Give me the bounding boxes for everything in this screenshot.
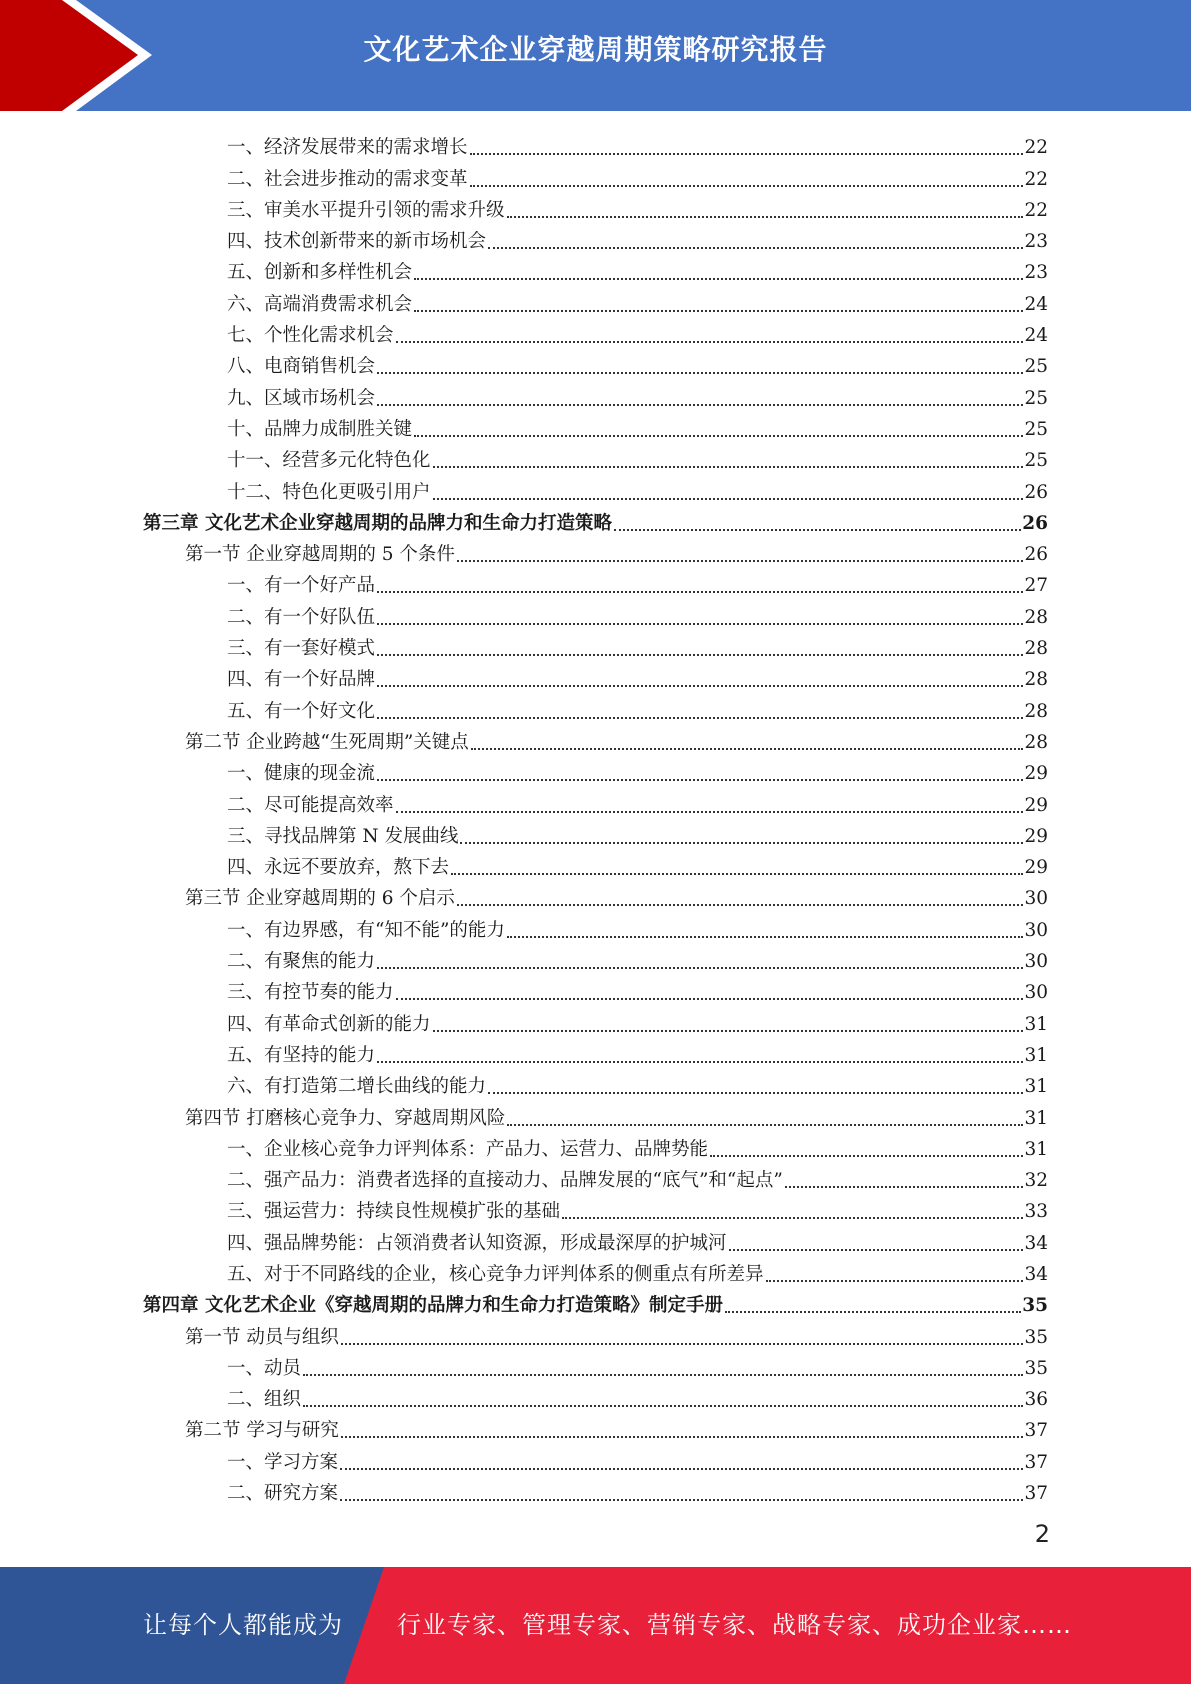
toc-dot-leader (457, 904, 1024, 906)
toc-entry-title: 三、寻找品牌第 N 发展曲线 (227, 825, 459, 847)
toc-entry-title: 三、强运营力：持续良性规模扩张的基础 (227, 1201, 561, 1223)
toc-entry[interactable] (143, 597, 1048, 628)
toc-entry[interactable] (143, 691, 1048, 722)
toc-entry-title: 一、企业核心竞争力评判体系：产品力、运营力、品牌势能 (227, 1138, 709, 1160)
toc-dot-leader (377, 685, 1023, 687)
toc-dot-leader (414, 435, 1023, 437)
toc-dot-leader (377, 717, 1023, 719)
toc-entry-title: 第一节 企业穿越周期的 5 个条件 (185, 544, 455, 566)
toc-entry[interactable] (143, 378, 1048, 409)
toc-entry[interactable] (143, 316, 1048, 347)
toc-entry-title: 二、研究方案 (227, 1483, 339, 1505)
toc-entry[interactable] (143, 472, 1048, 503)
toc-entry-title: 九、区域市场机会 (227, 387, 376, 409)
toc-entry-page: 22 (1024, 168, 1048, 190)
toc-entry-title: 一、健康的现金流 (227, 763, 376, 785)
toc-entry-title: 七、个性化需求机会 (227, 325, 394, 347)
toc-dot-leader (471, 748, 1024, 750)
toc-entry-title: 四、强品牌势能：占领消费者认知资源，形成最深厚的护城河 (227, 1232, 727, 1254)
toc-entry-title: 二、组织 (227, 1389, 302, 1411)
toc-entry[interactable] (143, 1474, 1048, 1505)
toc-entry-title: 八、电商销售机会 (227, 356, 376, 378)
footer-slogan-left: 让每个人都能成为 (143, 1611, 343, 1639)
toc-entry-page: 31 (1024, 1013, 1048, 1035)
toc-entry-title: 十二、特色化更吸引用户 (227, 481, 431, 503)
toc-entry-page: 23 (1024, 231, 1048, 253)
toc-dot-leader (340, 1468, 1023, 1470)
toc-entry[interactable] (143, 284, 1048, 315)
toc-dot-leader (729, 1249, 1024, 1251)
toc-entry-page: 31 (1024, 1138, 1048, 1160)
toc-dot-leader (433, 466, 1024, 468)
toc-dot-leader (414, 310, 1023, 312)
toc-dot-leader (396, 341, 1024, 343)
toc-entry-page: 25 (1024, 387, 1048, 409)
toc-entry-title: 第一节 动员与组织 (185, 1326, 339, 1348)
toc-entry[interactable] (143, 1349, 1048, 1380)
toc-dot-leader (488, 1092, 1023, 1094)
toc-entry[interactable] (143, 1442, 1048, 1473)
toc-dot-leader (303, 1405, 1023, 1407)
toc-entry-title: 十、品牌力成制胜关键 (227, 418, 413, 440)
toc-entry[interactable] (143, 410, 1048, 441)
toc-dot-leader (562, 1217, 1023, 1219)
toc-entry[interactable] (143, 347, 1048, 378)
toc-entry[interactable] (143, 535, 1048, 566)
toc-dot-leader (377, 404, 1023, 406)
toc-dot-leader (710, 1155, 1023, 1157)
toc-entry[interactable] (143, 1067, 1048, 1098)
toc-entry[interactable] (143, 1411, 1048, 1442)
toc-entry[interactable] (143, 1161, 1048, 1192)
toc-entry-page: 29 (1024, 794, 1048, 816)
toc-entry[interactable] (143, 566, 1048, 597)
toc-entry-title: 一、经济发展带来的需求增长 (227, 137, 468, 159)
toc-entry-title: 二、有聚焦的能力 (227, 951, 376, 973)
toc-entry-page: 22 (1024, 137, 1048, 159)
toc-entry[interactable] (143, 723, 1048, 754)
toc-entry-page: 31 (1024, 1107, 1048, 1129)
toc-entry-page: 30 (1024, 982, 1048, 1004)
toc-entry-title: 六、有打造第二增长曲线的能力 (227, 1076, 487, 1098)
toc-entry[interactable] (143, 817, 1048, 848)
toc-entry-title: 第四节 打磨核心竞争力、穿越周期风险 (185, 1107, 506, 1129)
toc-entry-title: 第二节 学习与研究 (185, 1420, 339, 1442)
toc-entry[interactable] (143, 222, 1048, 253)
toc-dot-leader (377, 372, 1023, 374)
toc-dot-leader (414, 278, 1023, 280)
toc-entry-page: 35 (1024, 1357, 1048, 1379)
toc-dot-leader (377, 591, 1023, 593)
toc-dot-leader (451, 873, 1023, 875)
toc-entry-page: 34 (1024, 1232, 1048, 1254)
toc-dot-leader (457, 560, 1024, 562)
toc-dot-leader (725, 1311, 1021, 1313)
toc-dot-leader (396, 998, 1024, 1000)
page-footer (0, 1567, 1191, 1684)
toc-dot-leader (377, 967, 1023, 969)
toc-entry[interactable] (143, 848, 1048, 879)
toc-entry-page: 30 (1024, 951, 1048, 973)
toc-entry-title: 二、有一个好队伍 (227, 606, 376, 628)
toc-entry-page: 24 (1024, 325, 1048, 347)
toc-entry-title: 第二节 企业跨越“生死周期”关键点 (185, 731, 469, 753)
toc-dot-leader (303, 1374, 1023, 1376)
toc-entry-page: 26 (1022, 512, 1048, 534)
toc-entry-page: 35 (1022, 1295, 1048, 1317)
toc-entry-title: 五、创新和多样性机会 (227, 262, 413, 284)
toc-dot-leader (507, 1124, 1023, 1126)
report-title: 文化艺术企业穿越周期策略研究报告 (363, 33, 828, 66)
toc-entry-title: 四、永远不要放弃，熬下去 (227, 857, 450, 879)
toc-entry[interactable] (143, 253, 1048, 284)
toc-entry-title: 三、有一套好模式 (227, 638, 376, 660)
toc-entry-page: 23 (1024, 262, 1048, 284)
toc-entry-title: 一、动员 (227, 1357, 302, 1379)
toc-entry[interactable] (143, 785, 1048, 816)
toc-entry-title: 六、高端消费需求机会 (227, 293, 413, 315)
page-number: 2 (1034, 1520, 1050, 1548)
toc-entry-page: 28 (1024, 731, 1048, 753)
toc-dot-leader (433, 1030, 1024, 1032)
toc-dot-leader (341, 1436, 1024, 1438)
toc-entry-title: 一、有一个好产品 (227, 575, 376, 597)
toc-dot-leader (433, 498, 1024, 500)
toc-entry-page: 25 (1024, 356, 1048, 378)
toc-dot-leader (766, 1280, 1024, 1282)
table-of-contents (143, 128, 1048, 1505)
toc-entry-page: 33 (1024, 1201, 1048, 1223)
toc-entry[interactable] (143, 1036, 1048, 1067)
toc-entry-title: 二、尽可能提高效率 (227, 794, 394, 816)
toc-entry-title: 三、审美水平提升引领的需求升级 (227, 199, 505, 221)
toc-entry-page: 37 (1024, 1451, 1048, 1473)
toc-entry[interactable] (143, 191, 1048, 222)
toc-dot-leader (488, 247, 1023, 249)
toc-entry-title: 第四章 文化艺术企业《穿越周期的品牌力和生命力打造策略》制定手册 (143, 1295, 723, 1317)
toc-dot-leader (470, 185, 1024, 187)
toc-entry-title: 四、有一个好品牌 (227, 669, 376, 691)
toc-entry-title: 十一、经营多元化特色化 (227, 450, 431, 472)
toc-entry-title: 一、有边界感，有“知不能”的能力 (227, 919, 505, 941)
toc-entry[interactable] (143, 754, 1048, 785)
toc-dot-leader (341, 1343, 1024, 1345)
toc-dot-leader (507, 216, 1024, 218)
toc-entry-title: 四、有革命式创新的能力 (227, 1013, 431, 1035)
toc-entry-page: 31 (1024, 1076, 1048, 1098)
toc-entry-page: 35 (1024, 1326, 1048, 1348)
toc-entry-page: 36 (1024, 1389, 1048, 1411)
toc-entry[interactable] (143, 128, 1048, 159)
toc-entry[interactable] (143, 1223, 1048, 1254)
toc-entry-title: 四、技术创新带来的新市场机会 (227, 231, 487, 253)
toc-entry-page: 25 (1024, 450, 1048, 472)
toc-entry[interactable] (143, 504, 1048, 535)
toc-entry-page: 27 (1024, 575, 1048, 597)
toc-entry[interactable] (143, 1255, 1048, 1286)
toc-entry-page: 37 (1024, 1483, 1048, 1505)
toc-entry-page: 22 (1024, 199, 1048, 221)
toc-dot-leader (470, 153, 1024, 155)
toc-entry-title: 五、有坚持的能力 (227, 1044, 376, 1066)
toc-dot-leader (507, 936, 1024, 938)
footer-slogan-right: 行业专家、管理专家、营销专家、战略专家、成功企业家…… (397, 1611, 1072, 1639)
toc-entry-title: 五、有一个好文化 (227, 700, 376, 722)
toc-entry[interactable] (143, 910, 1048, 941)
toc-entry[interactable] (143, 1286, 1048, 1317)
page-header (0, 0, 1191, 111)
toc-dot-leader (377, 1061, 1023, 1063)
toc-entry[interactable] (143, 1317, 1048, 1348)
toc-entry[interactable] (143, 1004, 1048, 1035)
toc-dot-leader (460, 842, 1023, 844)
toc-entry-page: 24 (1024, 293, 1048, 315)
toc-entry[interactable] (143, 879, 1048, 910)
toc-entry-title: 第三章 文化艺术企业穿越周期的品牌力和生命力打造策略 (143, 512, 612, 534)
toc-entry-page: 28 (1024, 700, 1048, 722)
toc-entry-title: 第三节 企业穿越周期的 6 个启示 (185, 888, 455, 910)
toc-entry-page: 25 (1024, 418, 1048, 440)
toc-entry[interactable] (143, 441, 1048, 472)
toc-entry-page: 32 (1024, 1170, 1048, 1192)
toc-entry[interactable] (143, 629, 1048, 660)
toc-entry-title: 三、有控节奏的能力 (227, 982, 394, 1004)
toc-entry[interactable] (143, 159, 1048, 190)
toc-dot-leader (377, 654, 1023, 656)
toc-entry[interactable] (143, 1380, 1048, 1411)
toc-entry-page: 29 (1024, 763, 1048, 785)
toc-entry[interactable] (143, 1098, 1048, 1129)
toc-dot-leader (340, 1499, 1023, 1501)
toc-entry[interactable] (143, 1192, 1048, 1223)
toc-entry[interactable] (143, 660, 1048, 691)
toc-entry-page: 28 (1024, 606, 1048, 628)
toc-entry-title: 二、社会进步推动的需求变革 (227, 168, 468, 190)
toc-entry-page: 34 (1024, 1263, 1048, 1285)
toc-dot-leader (614, 529, 1021, 531)
toc-entry-page: 30 (1024, 888, 1048, 910)
toc-entry-page: 30 (1024, 919, 1048, 941)
toc-entry-page: 31 (1024, 1044, 1048, 1066)
toc-entry-page: 37 (1024, 1420, 1048, 1442)
toc-entry-title: 五、对于不同路线的企业，核心竞争力评判体系的侧重点有所差异 (227, 1263, 764, 1285)
toc-dot-leader (377, 779, 1023, 781)
toc-entry-page: 26 (1024, 481, 1048, 503)
toc-entry-page: 28 (1024, 669, 1048, 691)
toc-entry-page: 29 (1024, 825, 1048, 847)
toc-entry-page: 29 (1024, 857, 1048, 879)
toc-dot-leader (396, 811, 1024, 813)
toc-entry-page: 28 (1024, 638, 1048, 660)
toc-dot-leader (785, 1186, 1024, 1188)
toc-entry[interactable] (143, 1130, 1048, 1161)
toc-entry[interactable] (143, 942, 1048, 973)
toc-entry-title: 一、学习方案 (227, 1451, 339, 1473)
toc-entry[interactable] (143, 973, 1048, 1004)
toc-entry-title: 二、强产品力：消费者选择的直接动力、品牌发展的“底气”和“起点” (227, 1170, 783, 1192)
toc-dot-leader (377, 623, 1023, 625)
toc-entry-page: 26 (1024, 544, 1048, 566)
